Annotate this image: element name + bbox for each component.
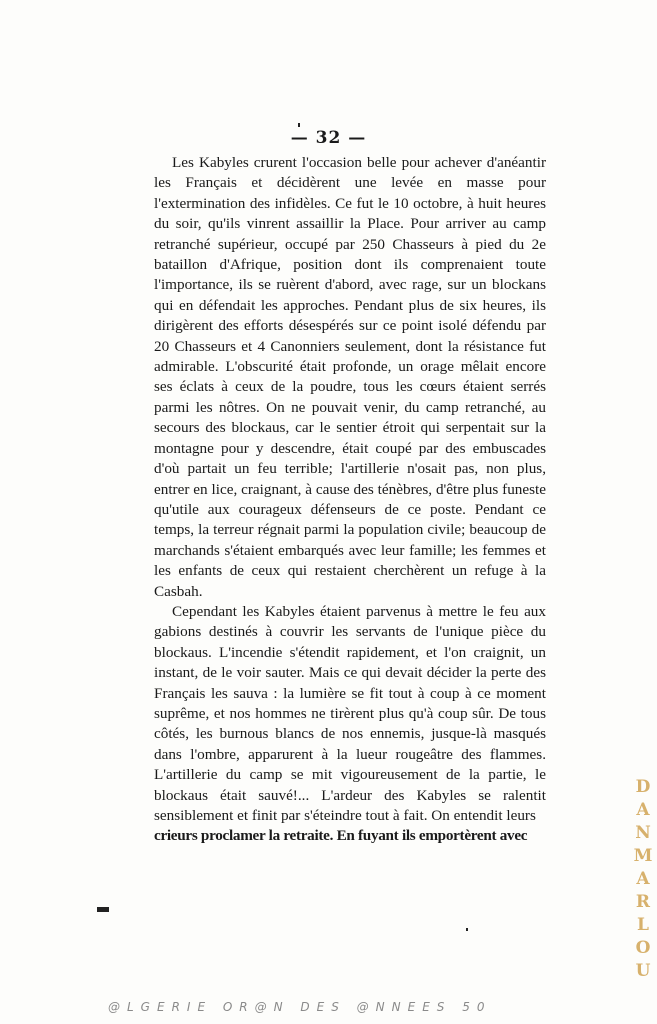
body-text: [154, 153, 546, 847]
ink-speck: [97, 907, 109, 912]
footer-watermark: @LGERIE OR@N DES @NNEES 50: [108, 1000, 492, 1014]
watermark-letter: L: [637, 915, 649, 935]
paragraph-2: Cependant les Kabyles étaient parvenus à mettre le feu aux gabions destinés à couvrir les servants de l'unique pièce du blockaus. L'incendie s'étendit rapidement, et l'on craignit, un instant, de le voir sauter. Mais ce qui devait décider la perte des Français les sauva : la lumière se fit tout à coup à ce moment suprême, et nos hommes ne tirèrent plus qu'à coup sûr. De tous côtés, les burnous blancs de nos ennemis, jusque-là masqués dans l'ombre, apparurent à la lueur rougeâtre des flammes. L'artillerie du camp se mit vigoureusement de la partie, le blockaus était sauvé!... L'ardeur des Kabyles se ralentit sensiblement et finit par s'éteindre tout à fait. On entendit leurs: [154, 602, 546, 824]
watermark-letter: U: [635, 961, 651, 981]
ink-speck: [466, 928, 468, 931]
side-watermark: [632, 776, 654, 983]
watermark-letter: M: [633, 846, 653, 866]
watermark-letter: A: [636, 869, 650, 889]
watermark-letter: D: [635, 777, 651, 797]
last-line: crieurs proclamer la retraite. En fuyant ils emportèrent avec: [154, 827, 528, 845]
watermark-letter: N: [635, 823, 651, 843]
page-number: — 32 —: [290, 128, 367, 148]
paragraph-1: Les Kabyles crurent l'occasion belle pour achever d'anéantir les Français et décidèrent une levée en masse pour l'extermination des infidèles. Ce fut le 10 octobre, à huit heures du soir, qu'ils vinrent assaillir la Place. Pour arriver au camp retranché supérieur, occupé par 250 Chasseurs à pied du 2e bataillon d'Afrique, position dont ils comprenaient toute l'importance, ils se ruèrent d'abord, avec rage, sur un blockans qui en défendait les approches. Pendant plus de six heures, ils dirigèrent des efforts désespérés sur ce point isolé défendu par 20 Chasseurs et 4 Canonniers seulement, dont la résistance fut admirable. L'obscurité était profonde, un orage mêlait encore ses éclats à ceux de la poudre, tous les cœurs étaient serrés parmi les nôtres. On ne pouvait venir, du camp retranché, au secours des blockaus, car le sentier étroit qui serpentait sur la montagne pour y descendre, était coupé par des embuscades d'où partait un feu terrible; l'artillerie n'osait pas, non plus, entrer en lice, craignant, à cause des ténèbres, d'être plus funeste qu'utile aux courageux défenseurs de ce poste. Pendant ce temps, la terreur régnait parmi la population civile; beaucoup de marchands s'étaient embarqués avec leur famille; les femmes et les enfants de ceux qui restaient cherchèrent un refuge à la Casbah.: [154, 154, 546, 600]
watermark-letter: R: [635, 892, 651, 912]
watermark-letter: A: [636, 800, 650, 820]
watermark-letter: O: [635, 938, 651, 958]
ink-speck: [298, 123, 300, 127]
